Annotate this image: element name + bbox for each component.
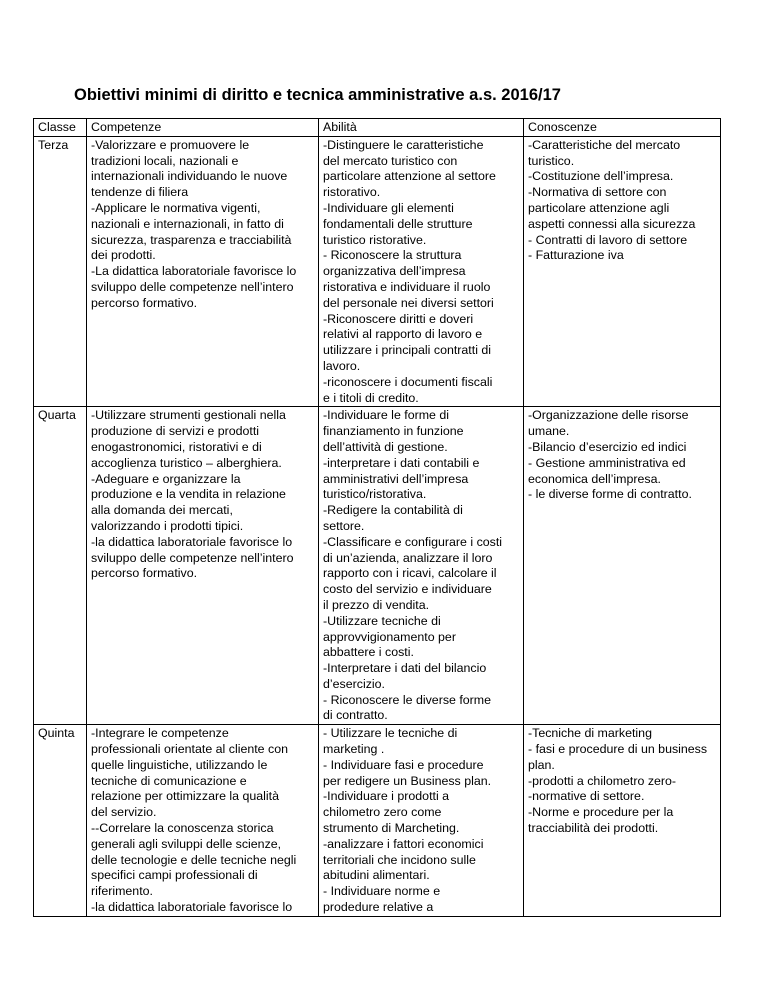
- cell-line: turistico/ristorativa.: [323, 487, 427, 502]
- cell-line: -Integrare le competenze: [91, 726, 229, 741]
- cell-line: alla domanda dei mercati,: [91, 503, 233, 518]
- table-row: [34, 725, 721, 917]
- cell-line: prodedure relative a: [323, 900, 434, 915]
- cell-line: internazionali individuando le nuove: [91, 169, 288, 184]
- cell-line: -Redigere la contabilità di: [323, 503, 463, 518]
- cell-line: -Individuare le forme di: [323, 408, 450, 423]
- cell-line: dei prodotti.: [91, 248, 156, 263]
- cell-line: --Correlare la conoscenza storica: [91, 821, 274, 836]
- cell-line: ristorativa e individuare il ruolo: [323, 279, 491, 294]
- cell-line: - Riconoscere la struttura: [323, 248, 462, 263]
- abilita-cell: [319, 407, 524, 725]
- competenze-cell: [87, 725, 319, 917]
- cell-line: - Individuare fasi e procedure: [323, 757, 484, 772]
- cell-line: percorso formativo.: [91, 566, 198, 581]
- cell-line: strumento di Marcheting.: [323, 821, 460, 836]
- cell-line: professionali orientate al cliente con: [91, 742, 288, 757]
- cell-line: -La didattica laboratoriale favorisce lo: [91, 264, 297, 279]
- cell-line: approvvigionamento per: [323, 629, 456, 644]
- objectives-table: [33, 118, 721, 917]
- cell-line: - fasi e procedure di un business: [528, 742, 708, 757]
- cell-line: finanziamento in funzione: [323, 424, 464, 439]
- cell-line: turistico.: [528, 153, 575, 168]
- cell-line: nazionali e internazionali, in fatto di: [91, 216, 284, 231]
- cell-line: - Contratti di lavoro di settore: [528, 232, 688, 247]
- cell-line: -Bilancio d’esercizio ed indici: [528, 439, 687, 454]
- cell-line: plan.: [528, 757, 555, 772]
- cell-line: -Individuare i prodotti a: [323, 789, 450, 804]
- cell-line: organizzativa dell’impresa: [323, 264, 466, 279]
- cell-line: -Norme e procedure per la: [528, 805, 674, 820]
- cell-line: particolare attenzione agli: [528, 200, 670, 215]
- cell-line: del personale nei diversi settori: [323, 295, 494, 310]
- cell-line: sicurezza, trasparenza e tracciabilità: [91, 232, 292, 247]
- cell-line: lavoro.: [323, 358, 361, 373]
- cell-line: sviluppo delle competenze nell’intero: [91, 279, 294, 294]
- competenze-cell: [87, 407, 319, 725]
- conoscenze-cell: [524, 725, 721, 917]
- cell-line: -Tecniche di marketing: [528, 726, 652, 741]
- table-row: [34, 407, 721, 725]
- cell-line: delle tecnologie e delle tecniche negli: [91, 852, 297, 867]
- cell-line: -Utilizzare strumenti gestionali nella: [91, 408, 286, 423]
- cell-line: -Interpretare i dati del bilancio: [323, 661, 487, 676]
- cell-line: generali agli sviluppi delle scienze,: [91, 836, 282, 851]
- cell-line: -normative di settore.: [528, 789, 645, 804]
- cell-line: -Costituzione dell’impresa.: [528, 169, 674, 184]
- cell-line: dell’attività di gestione.: [323, 439, 448, 454]
- row-classe: Quinta: [34, 725, 87, 917]
- cell-line: specifici campi professionali di: [91, 868, 258, 883]
- page-title: Obiettivi minimi di diritto e tecnica amministrative a.s. 2016/17: [74, 86, 561, 104]
- cell-line: umane.: [528, 424, 570, 439]
- cell-line: rapporto con i ricavi, calcolare il: [323, 566, 497, 581]
- cell-line: e i titoli di credito.: [323, 390, 419, 405]
- cell-line: marketing .: [323, 742, 385, 757]
- abilita-cell: [319, 136, 524, 407]
- cell-line: - Individuare norme e: [323, 884, 441, 899]
- cell-line: -Classificare e configurare i costi: [323, 534, 503, 549]
- cell-line: abbattere i costi.: [323, 645, 414, 660]
- row-classe: Terza: [34, 136, 87, 407]
- cell-line: relativi al rapporto di lavoro e: [323, 327, 483, 342]
- cell-line: costo del servizio e individuare: [323, 582, 492, 597]
- cell-line: - Utilizzare le tecniche di: [323, 726, 458, 741]
- cell-line: - le diverse forme di contratto.: [528, 487, 692, 502]
- cell-line: ristorativo.: [323, 185, 381, 200]
- cell-line: riferimento.: [91, 884, 153, 899]
- cell-line: relazione per ottimizzare la qualità: [91, 789, 280, 804]
- cell-line: aspetti connessi alla sicurezza: [528, 216, 696, 231]
- cell-line: -Riconoscere diritti e doveri: [323, 311, 474, 326]
- cell-line: produzione e la vendita in relazione: [91, 487, 286, 502]
- abilita-cell: [319, 725, 524, 917]
- cell-line: -Normativa di settore con: [528, 185, 667, 200]
- cell-line: -riconoscere i documenti fiscali: [323, 374, 493, 389]
- cell-line: sviluppo delle competenze nell’intero: [91, 550, 294, 565]
- cell-line: -Applicare le normativa vigenti,: [91, 200, 261, 215]
- cell-line: -Adeguare e organizzare la: [91, 471, 241, 486]
- cell-line: il prezzo di vendita.: [323, 597, 430, 612]
- cell-line: -Organizzazione delle risorse: [528, 408, 689, 423]
- cell-line: per redigere un Business plan.: [323, 773, 492, 788]
- cell-line: enogastronomici, ristorativi e di: [91, 439, 262, 454]
- row-classe: Quarta: [34, 407, 87, 725]
- cell-line: amministrativi dell’impresa: [323, 471, 469, 486]
- competenze-cell: [87, 136, 319, 407]
- cell-line: -prodotti a chilometro zero-: [528, 773, 677, 788]
- conoscenze-cell: [524, 136, 721, 407]
- cell-line: percorso formativo.: [91, 295, 198, 310]
- cell-line: utilizzare i principali contratti di: [323, 343, 492, 358]
- cell-line: di contratto.: [323, 708, 388, 723]
- cell-line: abitudini alimentari.: [323, 868, 430, 883]
- cell-line: fondamentali delle strutture: [323, 216, 473, 231]
- cell-line: chilometro zero come: [323, 805, 442, 820]
- cell-line: turistico ristorative.: [323, 232, 427, 247]
- conoscenze-cell: [524, 407, 721, 725]
- cell-line: del mercato turistico con: [323, 153, 458, 168]
- cell-line: settore.: [323, 518, 365, 533]
- cell-line: tecniche di comunicazione e: [91, 773, 247, 788]
- cell-line: - Fatturazione iva: [528, 248, 624, 263]
- cell-line: -Distinguere le caratteristiche: [323, 137, 484, 152]
- cell-line: del servizio.: [91, 805, 157, 820]
- cell-line: tradizioni locali, nazionali e: [91, 153, 239, 168]
- cell-line: - Riconoscere le diverse forme: [323, 692, 492, 707]
- cell-line: -la didattica laboratoriale favorisce lo: [91, 534, 293, 549]
- table-row: [34, 136, 721, 407]
- header-conoscenze: Conoscenze: [524, 119, 721, 137]
- cell-line: produzione di servizi e prodotti: [91, 424, 260, 439]
- cell-line: -interpretare i dati contabili e: [323, 455, 480, 470]
- cell-line: -analizzare i fattori economici: [323, 836, 484, 851]
- cell-line: tracciabilità dei prodotti.: [528, 821, 659, 836]
- cell-line: territoriali che incidono sulle: [323, 852, 476, 867]
- cell-line: -Valorizzare e promuovere le: [91, 137, 250, 152]
- cell-line: economica dell’impresa.: [528, 471, 661, 486]
- cell-line: particolare attenzione al settore: [323, 169, 496, 184]
- cell-line: accoglienza turistico – alberghiera.: [91, 455, 282, 470]
- cell-line: -Individuare gli elementi: [323, 200, 454, 215]
- cell-line: -Caratteristiche del mercato: [528, 137, 681, 152]
- cell-line: di un’azienda, analizzare il loro: [323, 550, 493, 565]
- cell-line: quelle linguistiche, utilizzando le: [91, 757, 268, 772]
- cell-line: -la didattica laboratoriale favorisce lo: [91, 900, 293, 915]
- header-competenze: Competenze: [87, 119, 319, 137]
- table-header-row: [34, 119, 721, 137]
- cell-line: tendenze di filiera: [91, 185, 189, 200]
- cell-line: - Gestione amministrativa ed: [528, 455, 686, 470]
- header-abilita: Abilità: [319, 119, 524, 137]
- cell-line: valorizzando i prodotti tipici.: [91, 518, 244, 533]
- header-classe: Classe: [34, 119, 87, 137]
- cell-line: d’esercizio.: [323, 676, 385, 691]
- cell-line: -Utilizzare tecniche di: [323, 613, 441, 628]
